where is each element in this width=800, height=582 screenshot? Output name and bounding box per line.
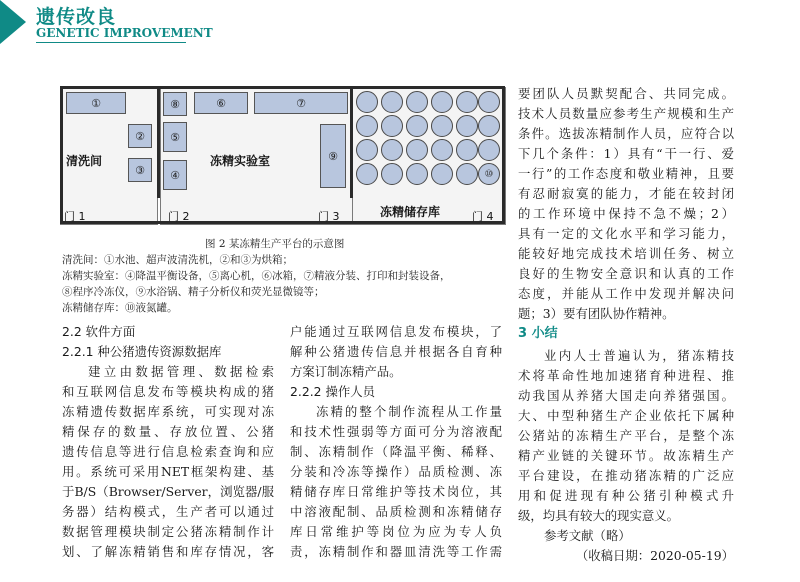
nitrogen-tank	[381, 139, 403, 161]
section-subtitle: GENETIC IMPROVEMENT	[36, 26, 213, 40]
paragraph-line: 下几个条件：1）具有“干一行、爱	[518, 146, 734, 161]
header-rule	[36, 42, 186, 43]
paragraph-line: 态度，并能从工作中发现并解决问	[518, 286, 734, 301]
wall-wash-lab	[157, 86, 160, 198]
paragraph-line: 大、中型种猪生产企业依托下属种	[518, 408, 734, 423]
nitrogen-tank	[431, 115, 453, 137]
paragraph-line: 务器）结构模式，生产者可以通过	[62, 504, 274, 519]
nitrogen-tank	[381, 163, 403, 185]
nitrogen-tank	[356, 139, 378, 161]
summary-heading: 3 小结	[518, 326, 558, 341]
equipment-9-box: ⑨	[320, 124, 346, 188]
text-column-3	[518, 84, 734, 566]
paragraph-line: 方案订制冻精产品。	[290, 364, 402, 379]
paragraph-line: 和技术性强弱等方面可分为溶液配	[290, 424, 502, 439]
paragraph-line: 精储存库日常维护等技术岗位，其	[290, 484, 502, 499]
paragraph-line: 良好的生物安全意识和认真的工作	[518, 266, 734, 281]
paragraph-line: 建立由数据管理、数据检索	[88, 364, 274, 379]
equipment-5-box: ⑤	[163, 122, 187, 152]
room-wash-label: 清洗间	[66, 154, 103, 168]
nitrogen-tank	[456, 115, 478, 137]
room-storage-label: 冻精储存库	[380, 205, 441, 219]
paragraph-line: 责，冻精制作和器皿清洗等工作需	[290, 544, 502, 559]
paragraph-line: 划、了解冻精销售和库存情况，客	[62, 544, 274, 559]
paragraph-line: 解种公猪遗传信息并根据各自育种	[290, 344, 502, 359]
paragraph-line: 精产业链的关键环节。故冻精生产	[518, 448, 734, 463]
paragraph-line: 的工作环境中保持不急不燥；2）	[518, 206, 734, 221]
received-date: （收稿日期：2020-05-19）	[575, 548, 734, 563]
header-marker-icon	[0, 0, 26, 44]
paragraph-line: 冻精遗传数据库系统，可实现对冻	[62, 404, 274, 419]
text-column-1	[62, 322, 274, 562]
paragraph-line: 能较好地完成技术培训任务、树立	[518, 246, 734, 261]
paragraph-line: 平台建设，在推动猪冻精的广泛应	[518, 468, 734, 483]
paragraph-line: 冻精的整个制作流程从工作量	[316, 404, 502, 419]
equipment-3-box: ③	[128, 158, 152, 182]
equipment-10-tank: ⑩	[478, 163, 500, 185]
paragraph-line: 有忍耐寂寞的能力，才能在较封闭	[518, 186, 734, 201]
paragraph-line: 分装和冷冻等操作）品质检测、冻	[290, 464, 502, 479]
legend-line: 冻精实验室：④降温平衡设备，⑤离心机，⑥冰箱，⑦精液分装、打印和封装设备，	[62, 270, 451, 282]
nitrogen-tank	[356, 163, 378, 185]
nitrogen-tank	[356, 91, 378, 113]
paragraph-line: 制、冻精制作（降温平衡、稀释、	[290, 444, 502, 459]
outer-wall-left	[60, 86, 63, 224]
paragraph-line: 用。系统可采用NET框架构建、基	[62, 464, 274, 479]
nitrogen-tank	[356, 115, 378, 137]
legend-line: 清洗间：①水池、超声波清洗机，②和③为烘箱；	[62, 254, 293, 266]
paragraph-line: 一行”的工作态度和敬业精神，且要	[518, 166, 734, 181]
legend-line: 冻精储存库：⑩液氮罐。	[62, 302, 178, 314]
outer-wall-bottom	[60, 221, 504, 224]
nitrogen-tank	[406, 139, 428, 161]
door-3-label: 门 3	[318, 210, 340, 223]
paragraph-line: 遗传信息等进行信息检索查询和应	[62, 444, 274, 459]
paragraph-line: 和互联网信息发布等模块构成的猪	[62, 384, 274, 399]
figure-caption: 图 2 某冻精生产平台的示意图	[205, 238, 345, 250]
nitrogen-tank	[406, 91, 428, 113]
legend-line: ⑧程序冷冻仪，⑨水浴锅、精子分析仪和荧光显微镜等；	[62, 286, 325, 298]
outer-wall-top	[60, 86, 504, 89]
paragraph-line: 要团队人员默契配合、共同完成。	[518, 86, 734, 101]
door-2-label: 门 2	[168, 210, 190, 223]
nitrogen-tank	[431, 163, 453, 185]
nitrogen-tank	[406, 163, 428, 185]
room-lab-label: 冻精实验室	[210, 154, 271, 168]
paragraph-line: 题；3）要有团队协作精神。	[518, 306, 675, 321]
nitrogen-tank	[431, 139, 453, 161]
equipment-6-box: ⑥	[194, 92, 248, 114]
paragraph-line: 于B/S（Browser/Server，浏览器/服	[62, 484, 274, 499]
nitrogen-tank	[456, 139, 478, 161]
nitrogen-tank	[431, 91, 453, 113]
wall-lab-storage	[350, 86, 353, 198]
equipment-2-box: ②	[128, 124, 152, 148]
equipment-4-box: ④	[163, 160, 187, 190]
door-1-label: 门 1	[64, 210, 86, 223]
paragraph-line: 条件。选拔冻精制作人员，应符合以	[518, 126, 734, 141]
paragraph-line: 中溶液配制、品质检测和冻精储存	[290, 504, 502, 519]
paragraph-line: 数据管理模块制定公猪冻精制作计	[62, 524, 274, 539]
equipment-7-box: ⑦	[254, 92, 348, 114]
paragraph-line: 具有一定的文化水平和学习能力，	[518, 226, 734, 241]
paragraph-line: 技术人员数量应参考生产规模和生产	[518, 106, 734, 121]
outer-wall-right	[502, 86, 505, 224]
nitrogen-tank	[478, 139, 500, 161]
paragraph-line: 公猪站的冻精生产平台，是整个冻	[518, 428, 734, 443]
paragraph-line: 术将革命性地加速猪育种进程、推	[518, 368, 734, 383]
nitrogen-tank	[381, 91, 403, 113]
equipment-8-box: ⑧	[163, 92, 187, 116]
nitrogen-tank	[478, 115, 500, 137]
nitrogen-tank	[456, 163, 478, 185]
nitrogen-tank	[406, 115, 428, 137]
equipment-1-box: ①	[66, 92, 126, 114]
section-heading: 2.2 软件方面	[62, 324, 136, 339]
nitrogen-tank	[381, 115, 403, 137]
paragraph-line: 业内人士普遍认为，猪冻精技	[544, 348, 734, 363]
nitrogen-tank	[478, 91, 500, 113]
subsection-heading: 2.2.2 操作人员	[290, 384, 376, 399]
nitrogen-tank	[456, 91, 478, 113]
paragraph-line: 库日常维护等岗位为应为专人负	[290, 524, 502, 539]
door-4-label: 门 4	[472, 210, 494, 223]
section-title: 遗传改良	[36, 6, 117, 28]
references-note: 参考文献（略）	[544, 528, 631, 543]
paragraph-line: 户能通过互联网信息发布模块，了	[290, 324, 502, 339]
paragraph-line: 用和促进现有种公猪引种模式升	[518, 488, 734, 503]
paragraph-line: 精保存的数量、存放位置、公猪	[62, 424, 274, 439]
subsection-heading: 2.2.1 种公猪遗传资源数据库	[62, 344, 222, 359]
paragraph-line: 动我国从养猪大国走向养猪强国。	[518, 388, 734, 403]
paragraph-line: 级，均具有较大的现实意义。	[518, 508, 680, 523]
text-column-2	[290, 322, 502, 562]
